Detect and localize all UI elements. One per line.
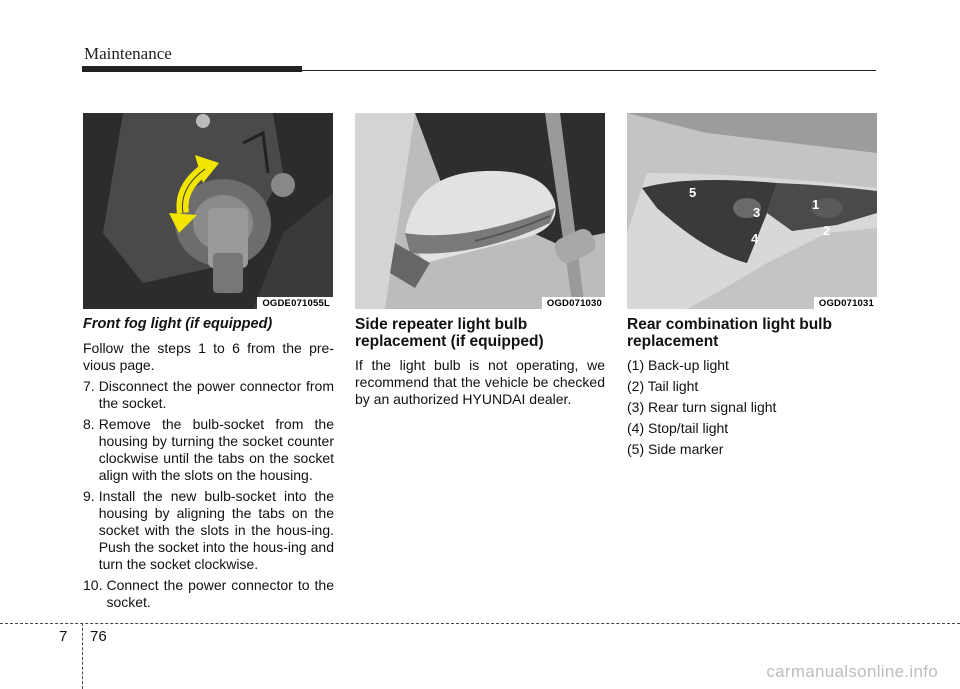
list-item: (4) Stop/tail light [627,420,729,436]
fog-light-illustration [83,113,333,309]
list-item: (1) Back-up light [627,357,729,373]
callout-1: 1 [812,197,820,212]
side-repeater-heading: Side repeater light bulb replacement (if equipped) [355,316,544,350]
footer-divider [82,623,83,689]
header-bar [82,66,302,72]
side-mirror-illustration [355,113,605,309]
side-repeater-section [355,314,605,412]
step-item [83,416,334,484]
list-item: (2) Tail light [627,378,699,394]
fog-light-heading: Front fog light (if equipped) [83,316,273,332]
chapter-number: 7 [59,628,68,645]
step-number: 7. [83,378,95,394]
list-item: (3) Rear turn signal light [627,399,777,415]
rear-combination-section [627,314,877,462]
watermark: carmanualsonline.info [766,662,938,681]
step-number: 8. [83,416,95,432]
header-rule [302,70,876,71]
step-number: 9. [83,488,95,504]
fog-light-section [83,314,334,615]
page-number: 76 [90,628,107,645]
step-item [83,577,334,611]
callout-2: 2 [823,223,831,238]
step-number: 10. [83,577,103,593]
callout-5: 5 [689,185,697,200]
rear-combination-photo [627,113,877,309]
step-text: Connect the power connector to the socket. [106,577,334,610]
side-repeater-photo [355,113,605,309]
step-text: Disconnect the power connector from the socket. [98,378,334,411]
step-item [83,488,334,573]
image-code: OGD071031 [814,297,877,309]
step-text: Install the new bulb-socket into the housing by aligning the tabs on the socket with the slots in the hous-ing. Push the socket into the hous-ing and turn the socket clockwise. [98,488,334,572]
image-code: OGDE071055L [257,297,333,309]
rear-combination-heading: Rear combination light bulb replacement [627,316,832,350]
section-title: Maintenance [84,44,172,63]
side-repeater-body: If the light bulb is not operating, we recommend that the vehicle be checked by an authorized HYUNDAI dealer. [355,357,605,407]
step-item [83,378,334,412]
step-text: Remove the bulb-socket from the housing by turning the socket counter clockwise until the tabs on the socket align with the slots on the housing. [98,416,334,483]
footer-rule [0,623,960,624]
fog-light-photo [83,113,333,309]
list-item: (5) Side marker [627,441,724,457]
callout-3: 3 [753,205,761,220]
fog-light-intro: Follow the steps 1 to 6 from the pre-vious page. [83,340,334,373]
image-code: OGD071030 [542,297,605,309]
callout-4: 4 [751,231,759,246]
rear-light-illustration [627,113,877,309]
